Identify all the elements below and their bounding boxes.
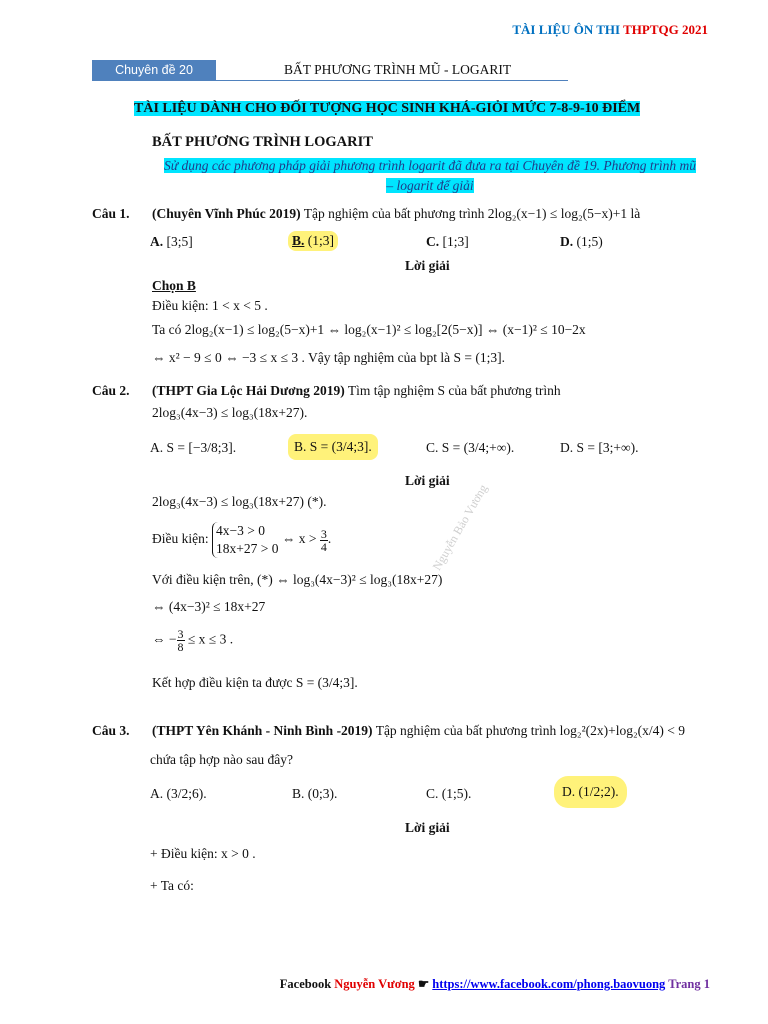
q2-option-d: D. S = [3;+∞). [560, 440, 639, 455]
q3-option-b: B. (0;3). [292, 786, 338, 801]
q1-option-d-key: D. [560, 234, 574, 249]
q3-option-d: D. (1/2;2). [554, 776, 627, 808]
q1-option-c-val: [1;3] [442, 234, 469, 249]
q2-step-5 [152, 628, 233, 653]
footer [280, 976, 710, 992]
q1-option-b-val: (1;3] [307, 233, 335, 248]
q2-option-a: A. S = [−3/8;3]. [150, 440, 237, 455]
topic-title: BẤT PHƯƠNG TRÌNH MŨ - LOGARIT [284, 62, 512, 77]
intro-line-1: Sử dụng các phương pháp giải phương trình logarit đã đưa ra tại Chuyên đề 19. Phương trình mũ [163, 158, 697, 173]
q2-condition: Điều kiện: 4x−3 > 0 18x+27 > 0 ⇔ x > $\frac{3}{4}$ . [152, 523, 332, 556]
footer-author: Nguyễn Vương [334, 977, 415, 991]
q1-expr: 2log₂(x−1) ≤ log₂(5−x)+1 [487, 206, 628, 221]
q2-sys-line-1: 4x−3 > 0 [216, 523, 265, 538]
q2-step-1: 2log₃(4x−3) ≤ log₃(18x+27) (*). [152, 494, 327, 509]
q3-option-a: A. (3/2;6). [150, 786, 207, 801]
q1-source: (Chuyên Vĩnh Phúc 2019) [152, 206, 301, 221]
q1-option-a-key: A. [150, 234, 164, 249]
footer-label: Facebook [279, 977, 335, 991]
section-title: BẤT PHƯƠNG TRÌNH LOGARIT [152, 134, 373, 150]
q1-option-d-val: (1;5) [576, 234, 603, 249]
header-title-a: TÀI LIỆU ÔN THI [512, 22, 624, 37]
footer-pointer-icon: ☛ [414, 977, 433, 991]
q2-source: (THPT Gia Lộc Hải Dương 2019) [152, 383, 345, 398]
footer-page-number: Trang 1 [665, 977, 710, 991]
q3-source: (THPT Yên Khánh - Ninh Bình -2019) [152, 723, 373, 738]
q3-label: Câu 3. [92, 723, 130, 738]
q1-label: Câu 1. [92, 206, 130, 221]
q3-stem [152, 723, 685, 739]
q2-expr: 2log₃(4x−3) ≤ log₃(18x+27). [152, 405, 308, 420]
q1-solution-label: Lời giải [405, 258, 450, 273]
audience-text: TÀI LIỆU DÀNH CHO ĐỐI TƯỢNG HỌC SINH KHÁ-GIỎI MỨC 7-8-9-10 ĐIỂM [134, 101, 641, 116]
q1-tail: là [627, 206, 641, 221]
q2-sys-line-2: 18x+27 > 0 [216, 541, 279, 556]
q2-step-6 [152, 675, 358, 691]
q1-option-b [288, 231, 338, 251]
audience-banner [134, 101, 640, 117]
q1-step-2: ⇔ x² − 9 ≤ 0 ⇔ −3 ≤ x ≤ 3 . Vậy tập nghiệm của bpt là S = (1;3]. [152, 350, 505, 365]
footer-facebook-link[interactable]: https://www.facebook.com/phong.baovuong [432, 977, 666, 991]
q2-step-4: ⇔ (4x−3)² ≤ 18x+27 [152, 599, 266, 614]
q3-option-c: C. (1;5). [426, 786, 472, 801]
header-title-b: THPTQG 2021 [623, 22, 708, 37]
q3-step-2: + Ta có: [150, 878, 194, 893]
q1-option-a [150, 234, 193, 250]
q2-option-c: C. S = (3/4;+∞). [426, 440, 515, 455]
q2-text: Tìm tập nghiệm S của bất phương trình [344, 383, 561, 398]
topic-underline [92, 80, 568, 81]
q1-option-a-val: [3;5] [166, 234, 193, 249]
q2-fraction-3-4: $\frac{3}{4}$ [320, 526, 327, 554]
q2-condition-label: Điều kiện: [152, 531, 209, 547]
q3-solution-label: Lời giải [405, 820, 450, 835]
q2-condition-result: ⇔ x > [281, 531, 317, 547]
q1-stem [152, 206, 640, 222]
q3-step-1: + Điều kiện: x > 0 . [150, 846, 256, 861]
q2-step-3: Với điều kiện trên, (*) ⇔ log₃(4x−3)² ≤ log₃(18x+27) [152, 572, 443, 587]
q2-fraction-3-8: $\frac{3}{8}$ [177, 627, 184, 654]
topic-label: Chuyên đề 20 [92, 60, 216, 80]
q2-solution-label: Lời giải [405, 473, 450, 488]
q3-stem-2: chứa tập hợp nào sau đây? [150, 752, 294, 767]
q2-stem [152, 383, 712, 399]
q1-condition: Điều kiện: 1 < x < 5 . [152, 298, 268, 313]
header-doc-title [512, 22, 708, 38]
q1-text: Tập nghiệm của bất phương trình [300, 206, 488, 221]
intro-note [150, 156, 710, 196]
q1-option-c-key: C. [426, 234, 440, 249]
q2-step-5-a: ⇔ − [152, 631, 177, 647]
q2-condition-system [212, 522, 278, 558]
q3-text: Tập nghiệm của bất phương trình [372, 723, 560, 738]
q2-step-6-set: S = (3/4;3]. [295, 675, 358, 690]
q2-step-5-b: ≤ x ≤ 3 . [187, 631, 234, 647]
q1-choose: Chọn B [152, 278, 196, 293]
q2-step-6-text: Kết hợp điều kiện ta được [152, 675, 293, 690]
q1-option-b-key: B. [292, 233, 305, 248]
q2-option-b: B. S = (3/4;3]. [288, 434, 378, 460]
watermark: Nguyễn Bảo Vương [429, 481, 491, 573]
q1-option-c [426, 234, 469, 250]
intro-line-2: – logarit để giải [386, 178, 474, 193]
q2-label: Câu 2. [92, 383, 130, 398]
q1-step-1: Ta có 2log₂(x−1) ≤ log₂(5−x)+1 ⇔ log₂(x−1)² ≤ log₂[2(5−x)] ⇔ (x−1)² ≤ 10−2x [152, 322, 586, 337]
q1-option-d [560, 234, 603, 250]
q3-expr: log₂²(2x)+log₂(x/4) < 9 [559, 723, 686, 738]
